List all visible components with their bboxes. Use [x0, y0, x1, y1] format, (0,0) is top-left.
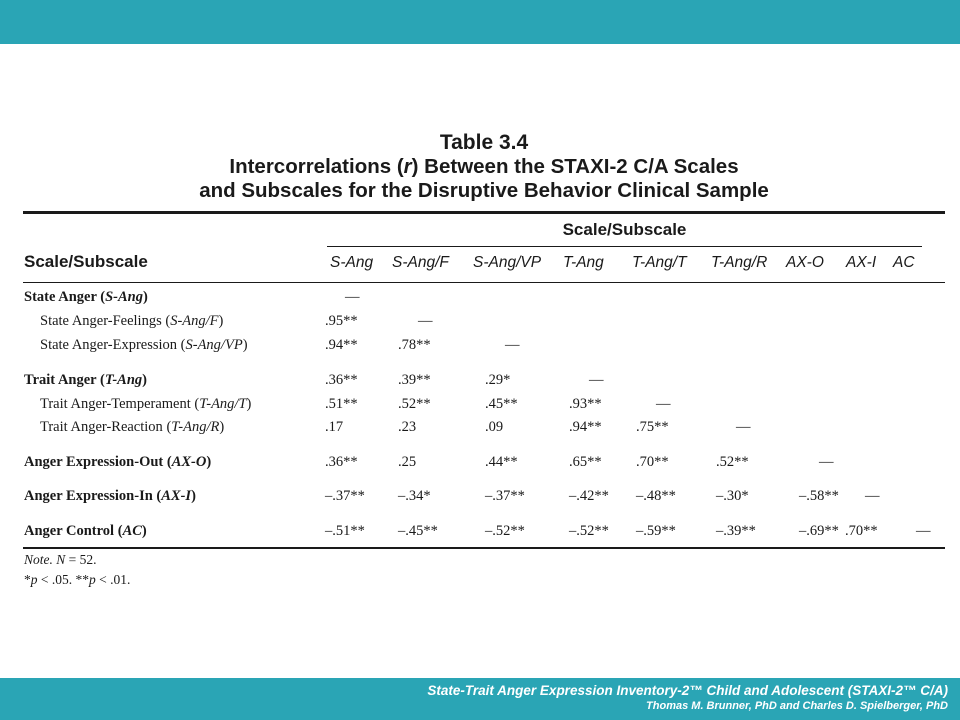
row-label-name: State Anger — [24, 289, 97, 305]
row-header: Scale/Subscale — [24, 252, 148, 271]
column-group-rule — [327, 246, 922, 247]
table-cell: — — [736, 419, 751, 435]
table-cell: –.30* — [716, 488, 749, 504]
row-label: State Anger-Expression (S-Ang/VP) — [40, 337, 248, 353]
table-cell: .52** — [398, 396, 431, 412]
table-cell: .52** — [716, 454, 749, 470]
table-cell: .65** — [569, 454, 602, 470]
row-label-abbr: T-Ang/T — [199, 396, 247, 412]
table-cell: — — [916, 523, 931, 539]
table-cell: –.48** — [636, 488, 676, 504]
table-cell: –.59** — [636, 523, 676, 539]
table-cell: — — [505, 337, 520, 353]
row-label-name: Trait Anger-Temperament — [40, 396, 191, 412]
column-header: T-Ang — [563, 254, 604, 271]
top-rule — [23, 211, 945, 214]
table-cell: .25 — [398, 454, 417, 470]
table-cell: — — [656, 396, 671, 412]
column-group-header: Scale/Subscale — [562, 220, 687, 239]
table-cell: .39** — [398, 372, 431, 388]
table-number: Table 3.4 — [439, 131, 529, 154]
row-label-abbr: AX-I — [161, 488, 192, 504]
table-cell: .94** — [325, 337, 358, 353]
row-label-name: Anger Expression-In — [24, 488, 153, 504]
table-cell: –.51** — [325, 523, 365, 539]
note-sample-size: N = 52. — [56, 552, 97, 567]
row-label: Anger Expression-In (AX-I) — [24, 488, 196, 504]
table-cell: .75** — [636, 419, 669, 435]
row-label-name: Anger Expression-Out — [24, 454, 164, 470]
table-cell: — — [589, 372, 604, 388]
row-label: Anger Control (AC) — [24, 523, 147, 539]
row-label: State Anger-Feelings (S-Ang/F) — [40, 313, 224, 329]
table-cell: .95** — [325, 313, 358, 329]
table-cell: .23 — [398, 419, 417, 435]
bottom-rule — [23, 547, 945, 549]
row-label-name: Trait Anger-Reaction — [40, 419, 163, 435]
column-header: T-Ang/T — [632, 254, 687, 271]
column-header: AC — [893, 254, 915, 271]
table-cell: .94** — [569, 419, 602, 435]
table-cell: –.37** — [485, 488, 525, 504]
column-header: S-Ang/F — [392, 254, 449, 271]
row-label-abbr: T-Ang/R — [171, 419, 220, 435]
row-label-abbr: AX-O — [171, 454, 207, 470]
row-label: Trait Anger-Reaction (T-Ang/R) — [40, 419, 225, 435]
note-prefix: Note. — [24, 552, 53, 567]
table-cell: — — [819, 454, 834, 470]
table-cell: –.52** — [569, 523, 609, 539]
table-title-line-1: Intercorrelations (r) Between the STAXI-2 C/A Scales — [229, 155, 739, 178]
column-header: AX-O — [786, 254, 824, 271]
column-header: AX-I — [846, 254, 877, 271]
row-label-abbr: S-Ang/VP — [185, 337, 243, 353]
table-cell: .45** — [485, 396, 518, 412]
table-cell: –.69** — [799, 523, 839, 539]
table-cell: –.34* — [398, 488, 431, 504]
header-rule — [23, 282, 945, 283]
column-header: S-Ang — [330, 254, 374, 271]
row-label-abbr: T-Ang — [104, 372, 143, 388]
table-cell: .93** — [569, 396, 602, 412]
column-header: S-Ang/VP — [473, 254, 542, 271]
footer-title: State-Trait Anger Expression Inventory-2™ Child and Adolescent (STAXI-2™ C/A) — [427, 683, 948, 698]
row-label-name: State Anger-Feelings — [40, 313, 162, 329]
column-header: T-Ang/R — [711, 254, 768, 271]
table-cell: .36** — [325, 372, 358, 388]
table-cell: — — [345, 289, 360, 305]
table-cell: .44** — [485, 454, 518, 470]
table-cell: .36** — [325, 454, 358, 470]
table-cell: .17 — [325, 419, 344, 435]
table-cell: .70** — [636, 454, 669, 470]
row-label-name: State Anger-Expression — [40, 337, 178, 353]
table-cell: — — [865, 488, 880, 504]
table-cell: –.58** — [799, 488, 839, 504]
row-label: Trait Anger (T-Ang) — [24, 372, 148, 388]
top-banner — [0, 0, 960, 44]
row-label-abbr: S-Ang — [105, 289, 143, 305]
table-title — [0, 131, 960, 203]
row-label-abbr: AC — [122, 523, 142, 539]
table-cell: –.52** — [485, 523, 525, 539]
table-cell: –.45** — [398, 523, 438, 539]
table-cell: .78** — [398, 337, 431, 353]
row-label-abbr: S-Ang/F — [170, 313, 219, 329]
table-cell: –.37** — [325, 488, 365, 504]
significance-note: *p < .05. **p < .01. — [24, 572, 131, 587]
table-cell: .70** — [845, 523, 878, 539]
row-label-name: Trait Anger — [24, 372, 97, 388]
table-cell: .29* — [485, 372, 511, 388]
table-cell: .51** — [325, 396, 358, 412]
table-cell: — — [418, 313, 433, 329]
row-label-name: Anger Control — [24, 523, 115, 539]
table-cell: –.39** — [716, 523, 756, 539]
row-label: Anger Expression-Out (AX-O) — [24, 454, 212, 470]
row-label: State Anger (S-Ang) — [24, 289, 148, 305]
table-title-line-2: and Subscales for the Disruptive Behavior Clinical Sample — [199, 179, 769, 202]
table-note — [24, 552, 97, 568]
table-cell: –.42** — [569, 488, 609, 504]
table-cell: .09 — [485, 419, 504, 435]
footer-authors: Thomas M. Brunner, PhD and Charles D. Spielberger, PhD — [646, 700, 948, 712]
row-label: Trait Anger-Temperament (T-Ang/T) — [40, 396, 252, 412]
